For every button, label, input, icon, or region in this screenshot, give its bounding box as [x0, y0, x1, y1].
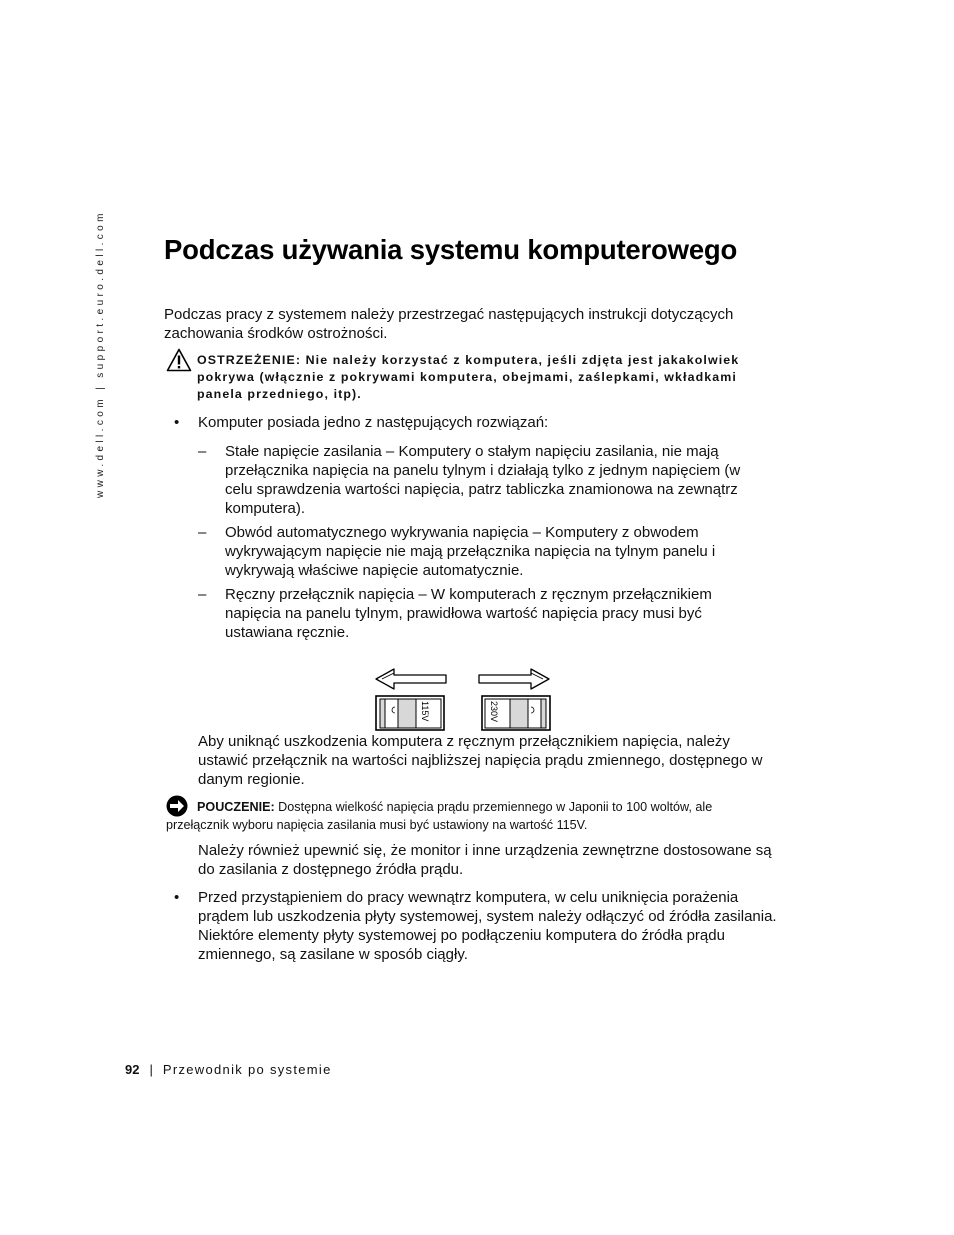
notice-text — [197, 798, 787, 816]
dash-marker: – — [198, 443, 207, 460]
dash-marker: – — [198, 524, 207, 541]
page-footer — [125, 1062, 332, 1077]
after-figure-paragraph: Aby uniknąć uszkodzenia komputera z ręcznym przełącznikiem napięcia, należy ustawić przełącznik na wartości najbliższej napięcia prądu zmiennego, dostępnego w danym regionie. — [198, 733, 763, 788]
voltage-switch-illustration — [372, 663, 557, 733]
bullet-item: Komputer posiada jedno z następujących rozwiązań: — [198, 414, 549, 431]
arrow-right-icon — [479, 669, 549, 689]
warning-triangle-icon — [166, 348, 192, 372]
bullet-item: Przed przystąpieniem do pracy wewnątrz komputera, w celu uniknięcia porażenia prądem lub uszkodzenia płyty systemowej, system należy odłączyć od źródła zasilania. Niektóre elementy płyty systemowej po podłączeniu komputera do źródła prądu zmiennego, są zasilane w sposób ciągły. — [198, 889, 777, 963]
page-number: 92 — [125, 1062, 140, 1077]
warning-text — [197, 352, 787, 403]
warning-body: Nie należy korzystać z komputera, jeśli zdjęta jest jakakolwiek pokrywa (włącznie z pokrywami komputera, obejmami, zaślepkami, wkładkami panela przedniego, itp). — [197, 353, 740, 401]
intro-paragraph: Podczas pracy z systemem należy przestrzegać następujących instrukcji dotyczących zachowania środków ostrożności. — [164, 306, 734, 342]
warning-label: OSTRZEŻENIE: — [197, 353, 302, 367]
switch-115v-label: 115V — [420, 701, 430, 722]
switch-230v-label: 230V — [489, 701, 499, 723]
notice-icon — [166, 795, 188, 817]
sidebar-url: www.dell.com | support.euro.dell.com — [95, 210, 106, 498]
switch-115v-icon — [376, 696, 444, 730]
notice-label: POUCZENIE: — [197, 800, 275, 814]
after-notice-paragraph: Należy również upewnić się, że monitor i inne urządzenia zewnętrzne dostosowane są do zasilania z dostępnego źródła prądu. — [198, 842, 772, 878]
footer-title: Przewodnik po systemie — [162, 1062, 332, 1077]
bullet-marker: • — [174, 889, 180, 906]
sub-list-item: Ręczny przełącznik napięcia – W komputerach z ręcznym przełącznikiem napięcia na panelu tylnym, prawidłowa wartość napięcia pracy musi być ustawiana ręcznie. — [225, 586, 712, 641]
footer-separator: | — [149, 1062, 153, 1077]
arrow-left-icon — [376, 669, 446, 689]
sub-list-item: Stałe napięcie zasilania – Komputery o stałym napięciu zasilania, nie mają przełącznika napięcia na panelu tylnym i działają tylko z jednym napięciem (w celu sprawdzenia wartości napięcia, patrz tabliczka znamionowa na zewnątrz komputera). — [225, 443, 741, 517]
sub-list-item: Obwód automatycznego wykrywania napięcia – Komputery z obwodem wykrywającym napięcie nie mają przełącznika napięcia na tylnym panelu i wykrywają właściwe napięcie automatycznie. — [225, 524, 716, 579]
bullet-marker: • — [174, 414, 180, 431]
notice-body: Dostępna wielkość napięcia prądu przemiennego w Japonii to 100 woltów, ale — [274, 800, 713, 814]
dash-marker: – — [198, 586, 207, 603]
notice-continuation: przełącznik wyboru napięcia zasilania musi być ustawiony na wartość 115V. — [166, 818, 588, 832]
page-title: Podczas używania systemu komputerowego — [164, 234, 738, 265]
